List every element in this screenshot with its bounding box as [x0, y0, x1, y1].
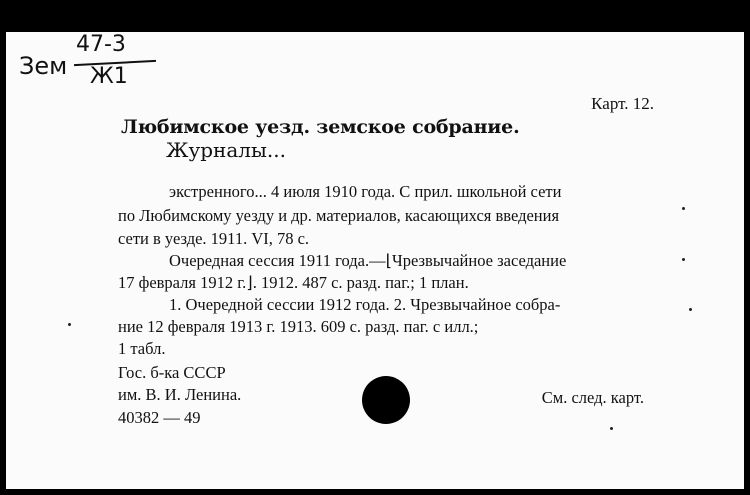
entry-subtitle: Журналы...	[166, 138, 286, 162]
body-line: Очередная сессия 1911 года.—⌊Чрезвычайное заседание	[169, 251, 567, 270]
punch-hole	[362, 376, 410, 424]
speck	[68, 323, 71, 326]
speck	[689, 308, 692, 311]
speck	[682, 207, 685, 210]
body-line: 1 табл.	[118, 339, 166, 358]
handwritten-prefix: Зем	[19, 52, 68, 80]
speck	[610, 427, 613, 430]
see-next-card: См. след. карт.	[541, 388, 644, 407]
body-line: по Любимскому уезду и др. материалов, касающихся введения	[118, 206, 560, 225]
speck	[682, 258, 685, 261]
handwritten-number: 47-3	[76, 32, 126, 57]
body-line: сети в уезде. 1911. VI, 78 с.	[118, 229, 310, 248]
body-line: экстренного... 4 июля 1910 года. С прил. школьной сети	[169, 182, 562, 201]
handwritten-denominator: Ж1	[90, 64, 128, 89]
library-name: Гос. б-ка СССР	[118, 363, 226, 382]
body-line: 17 февраля 1912 г.⌋. 1912. 487 с. разд. паг.; 1 план.	[118, 273, 469, 292]
library-code: 40382 — 49	[118, 408, 201, 427]
entry-title: Любимское уезд. земское собрание.	[121, 116, 520, 138]
body-line: ние 12 февраля 1913 г. 1913. 609 с. разд. паг. с илл.;	[118, 317, 479, 336]
card-number: Карт. 12.	[591, 94, 654, 113]
body-line: 1. Очередной сессии 1912 года. 2. Чрезвычайное собра-	[169, 295, 561, 314]
library-name-2: им. В. И. Ленина.	[118, 385, 242, 404]
